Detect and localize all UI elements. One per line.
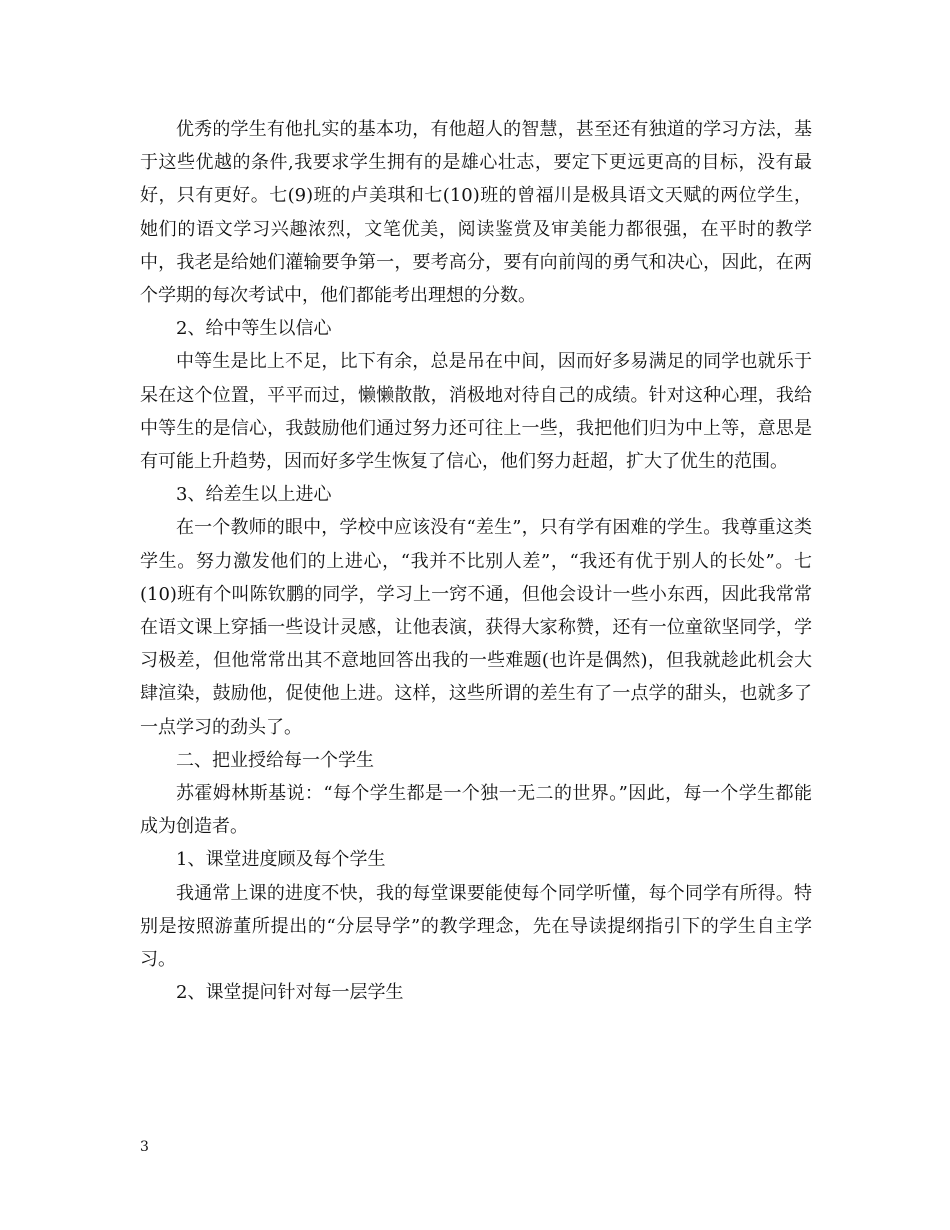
paragraph-middle-students: 中等生是比上不足，比下有余，总是吊在中间，因而好多易满足的同学也就乐于呆在这个位置，平平而过，懒懒散散，消极地对待自己的成绩。针对这种心理，我给中等生的是信心，我鼓励他们通过努力还可往上一些，我把他们归为中上等，意思是有可能上升趋势，因而好多学生恢复了信心，他们努力赶超，扩大了优生的范围。: [140, 351, 812, 473]
page-number: 3: [140, 1139, 149, 1155]
heading-class-questions: 2、课堂提问针对每一层学生: [176, 982, 404, 1004]
heading-weak-students: 3、给差生以上进心: [176, 484, 332, 506]
paragraph-weak-students: 在一个教师的眼中，学校中应该没有“差生”，只有学有困难的学生。我尊重这类学生。努力激发他们的上进心，“我并不比别人差”，“我还有优于别人的长处”。七(10)班有个叫陈钦鹏的同学，学习上一窍不通，但他会设计一些小东西，因此我常常在语文课上穿插一些设计灵感，让他表演，获得大家称赞，还有一位童欲坚同学，学习极差，但他常常出其不意地回答出我的一些难题(也许是偶然)，但我就趁此机会大肆渲染，鼓励他，促使他上进。这样，这些所谓的差生有了一点学的甜头，也就多了一点学习的劲头了。: [140, 517, 812, 738]
document-body: [140, 113, 812, 1009]
heading-section-two: 二、把业授给每一个学生: [176, 749, 374, 771]
heading-class-pace: 1、课堂进度顾及每个学生: [176, 849, 386, 871]
paragraph-class-pace: 我通常上课的进度不快，我的每堂课要能使每个同学听懂，每个同学有所得。特别是按照游董所提出的“分层导学”的教学理念，先在导读提纲指引下的学生自主学习。: [140, 882, 812, 971]
paragraph-excellent-students: 优秀的学生有他扎实的基本功，有他超人的智慧，甚至还有独道的学习方法，基于这些优越的条件,我要求学生拥有的是雄心壮志，要定下更远更高的目标，没有最好，只有更好。七(9)班的卢美琪和七(10)班的曾福川是极具语文天赋的两位学生，她们的语文学习兴趣浓烈，文笔优美，阅读鉴赏及审美能力都很强，在平时的教学中，我老是给她们灌输要争第一，要考高分，要有向前闯的勇气和决心，因此，在两个学期的每次考试中，他们都能考出理想的分数。: [140, 119, 812, 307]
paragraph-sukhomlinsky-quote: 苏霍姆林斯基说：“每个学生都是一个独一无二的世界。”因此，每一个学生都能成为创造者。: [140, 783, 812, 838]
heading-middle-students: 2、给中等生以信心: [176, 318, 332, 340]
